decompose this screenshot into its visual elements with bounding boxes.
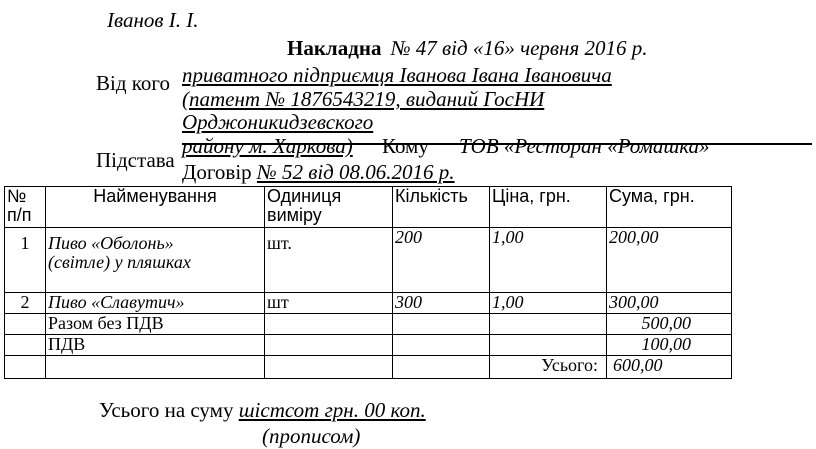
row-num: 2 <box>5 293 46 314</box>
author-name: Іванов І. І. <box>107 8 199 32</box>
header-sum: Сума, грн. <box>607 187 732 228</box>
header-price: Ціна, грн. <box>490 187 607 228</box>
row-sum: 200,00 <box>607 228 732 293</box>
header-num: № п/п <box>5 187 46 228</box>
subtotal-row <box>5 314 732 335</box>
basis-value: № 52 від 08.06.2016 р. <box>256 160 455 184</box>
subtotal-value: 500,00 <box>607 314 732 335</box>
from-label: Від кого <box>96 71 171 95</box>
row-price: 1,00 <box>490 293 607 314</box>
row-name: Пиво «Славутич» <box>46 293 265 314</box>
document-title-line <box>287 36 647 61</box>
from-line-2: (патент № 1876543219, виданий ГосНИ <box>182 87 545 111</box>
from-line-4: району м. Харкова) <box>182 134 353 158</box>
row-price: 1,00 <box>490 228 607 293</box>
footer-sum-label: Усього на суму <box>99 398 234 422</box>
vat-value: 100,00 <box>607 335 732 356</box>
table-row <box>5 293 732 314</box>
row-name-line-1: Пиво «Оболонь» <box>48 233 174 253</box>
invoice-table <box>4 186 732 379</box>
from-line-1: приватного підприємця Іванова Івана Івановича <box>182 63 612 87</box>
footer-sum-line <box>99 398 426 423</box>
total-value: 600,00 <box>607 356 732 379</box>
footer-hint: (прописом) <box>262 424 361 448</box>
to-label: Кому <box>382 134 429 158</box>
row-name <box>46 228 265 293</box>
row-qty: 200 <box>393 228 490 293</box>
footer-sum-words: шістсот грн. 00 коп. <box>238 398 426 422</box>
subtotal-label: Разом без ПДВ <box>46 314 265 335</box>
basis-prefix: Договір <box>182 160 252 184</box>
header-qty: Кількість <box>393 187 490 228</box>
row-num: 1 <box>5 228 46 293</box>
total-row <box>5 356 732 379</box>
table-row <box>5 228 732 293</box>
document-number-date: № 47 від «16» червня 2016 р. <box>390 36 648 60</box>
basis-label: Підстава <box>96 148 175 172</box>
document-title: Накладна <box>287 36 382 60</box>
row-unit: шт <box>265 293 393 314</box>
total-label: Усього: <box>490 356 607 379</box>
from-line-3: Орджоникидзевского <box>182 110 374 134</box>
to-value: ТОВ «Ресторан «Ромашка» <box>459 134 710 158</box>
row-unit: шт. <box>265 228 393 293</box>
row-sum: 300,00 <box>607 293 732 314</box>
vat-label: ПДВ <box>46 335 265 356</box>
vat-row <box>5 335 732 356</box>
header-name: Найменування <box>46 187 265 228</box>
row-qty: 300 <box>393 293 490 314</box>
basis-line <box>182 160 455 185</box>
row-name-line-2: (світле) у пляшках <box>48 252 191 272</box>
header-unit: Одиниця виміру <box>265 187 393 228</box>
table-header-row <box>5 187 732 228</box>
